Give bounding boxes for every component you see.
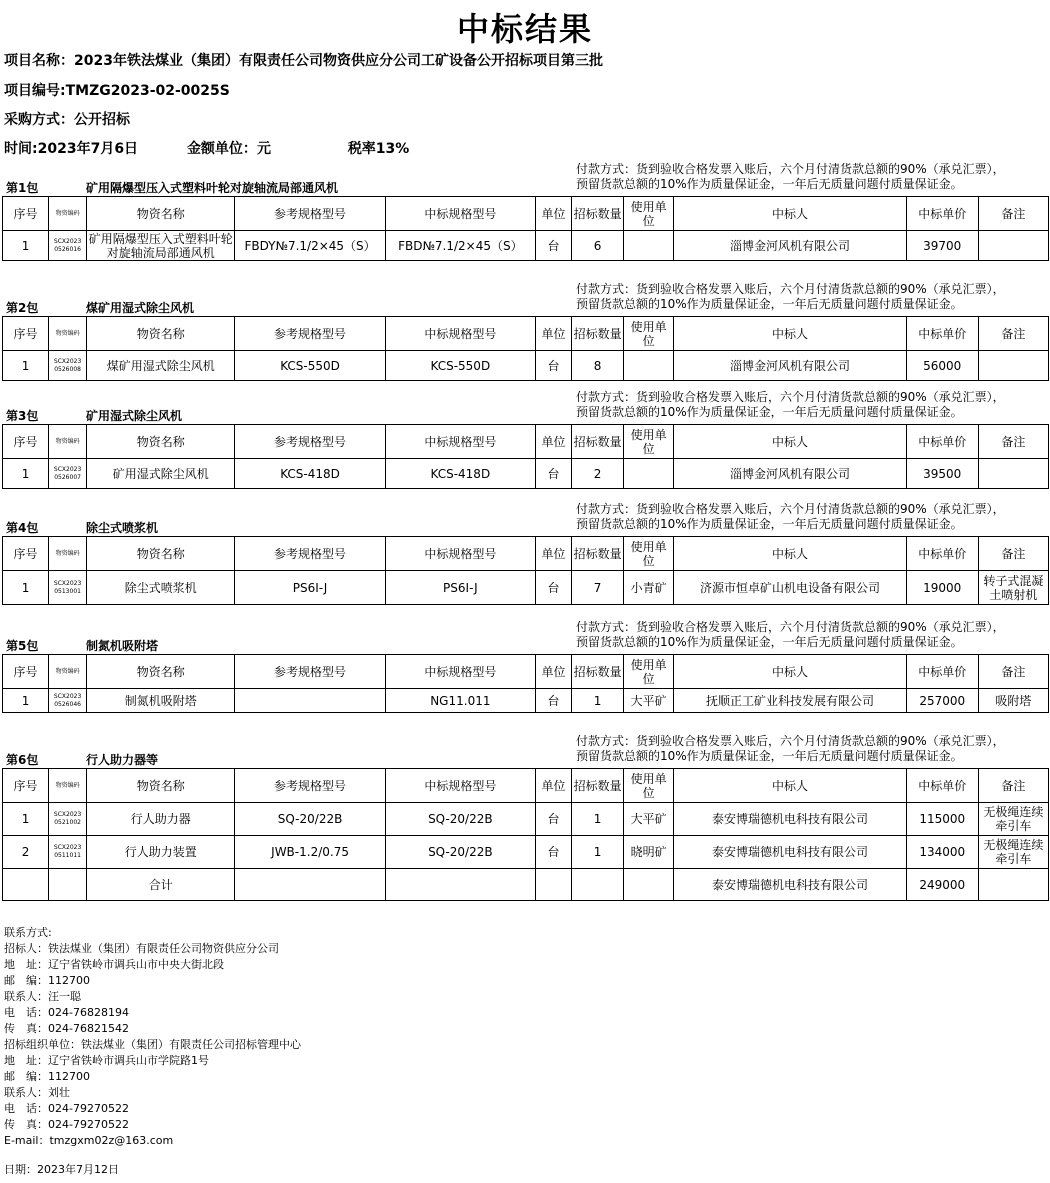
project-name-label: 项目名称： [4, 53, 74, 69]
column-header: 物资名称 [87, 425, 235, 459]
payment-line-1: 付款方式：货到验收合格发票入账后，六个月付清货款总额的90%（承兑汇票）， [576, 502, 1005, 516]
table-cell: 8 [572, 351, 624, 381]
contact-line: 邮 编：112700 [4, 1070, 90, 1083]
table-cell: 吸附塔 [978, 689, 1048, 713]
payment-line-1: 付款方式：货到验收合格发票入账后，六个月付清货款总额的90%（承兑汇票）， [576, 390, 1005, 404]
package-name: 矿用湿式除尘风机 [86, 409, 183, 423]
table-cell: JWB-1.2/0.75 [235, 836, 385, 869]
column-header: 备注 [978, 197, 1048, 231]
column-header: 序号 [3, 655, 49, 689]
table-cell [535, 869, 571, 901]
column-header: 单位 [535, 197, 571, 231]
table-cell: SCX2023 0526008 [49, 351, 87, 381]
column-header: 招标数量 [572, 769, 624, 803]
payment-terms [576, 282, 1005, 312]
column-header: 序号 [3, 197, 49, 231]
payment-line-1: 付款方式：货到验收合格发票入账后，六个月付清货款总额的90%（承兑汇票）， [576, 620, 1005, 634]
column-header: 中标人 [674, 655, 906, 689]
column-header: 参考规格型号 [235, 769, 385, 803]
date: 日期：2023年7月12日 [4, 1163, 119, 1176]
table-cell: SCX2023 0526007 [49, 459, 87, 489]
column-header: 中标规格型号 [385, 537, 535, 571]
column-header: 物资编码 [49, 317, 87, 351]
column-header: 中标单价 [906, 317, 978, 351]
package-name: 行人助力器等 [86, 753, 159, 767]
contact-line: 邮 编：112700 [4, 974, 90, 987]
package-number: 第1包 [6, 181, 39, 195]
table-cell: 台 [535, 459, 571, 489]
package-block [0, 162, 1050, 261]
table-cell [978, 351, 1048, 381]
table-cell: KCS-418D [385, 459, 535, 489]
table-cell: 矿用湿式除尘风机 [87, 459, 235, 489]
column-header: 中标单价 [906, 655, 978, 689]
table-cell: KCS-418D [235, 459, 385, 489]
column-header: 招标数量 [572, 197, 624, 231]
table-cell: SQ-20/22B [385, 836, 535, 869]
table-cell: 台 [535, 351, 571, 381]
package-name: 制氮机吸附塔 [86, 639, 159, 653]
contact-line: 招标组织单位：铁法煤业（集团）有限责任公司招标管理中心 [4, 1038, 301, 1051]
column-header: 物资名称 [87, 197, 235, 231]
column-header: 中标人 [674, 317, 906, 351]
payment-terms [576, 390, 1005, 420]
table-header-row [3, 537, 1049, 571]
package-block [0, 390, 1050, 489]
column-header: 中标人 [674, 769, 906, 803]
column-header: 单位 [535, 655, 571, 689]
table-cell: 115000 [906, 803, 978, 836]
column-header: 物资编码 [49, 537, 87, 571]
package-header [0, 390, 1050, 424]
table-cell: PS6I-J [235, 571, 385, 605]
table-cell [572, 869, 624, 901]
table-cell [978, 231, 1048, 261]
table-cell: 煤矿用湿式除尘风机 [87, 351, 235, 381]
column-header: 参考规格型号 [235, 655, 385, 689]
table-cell [624, 459, 674, 489]
column-header: 中标单价 [906, 537, 978, 571]
payment-line-2: 预留货款总额的10%作为质量保证金，一年后无质量问题付质量保证金。 [576, 405, 963, 419]
payment-terms [576, 734, 1005, 764]
column-header: 物资编码 [49, 655, 87, 689]
table-cell: 1 [572, 803, 624, 836]
column-header: 物资编码 [49, 769, 87, 803]
column-header: 使用单位 [624, 425, 674, 459]
column-header: 中标人 [674, 537, 906, 571]
table-header-row [3, 317, 1049, 351]
table-cell: SCX2023 0511011 [49, 836, 87, 869]
table-cell: 矿用隔爆型压入式塑料叶轮对旋轴流局部通风机 [87, 231, 235, 261]
column-header: 物资编码 [49, 425, 87, 459]
method: 公开招标 [74, 112, 130, 128]
column-header: 使用单位 [624, 655, 674, 689]
column-header: 物资名称 [87, 317, 235, 351]
project-no-line [4, 80, 230, 100]
column-header: 中标人 [674, 425, 906, 459]
table-cell: 台 [535, 571, 571, 605]
table-cell: 1 [3, 231, 49, 261]
table-cell: 抚顺正工矿业科技发展有限公司 [674, 689, 906, 713]
column-header: 中标规格型号 [385, 197, 535, 231]
table-cell [235, 869, 385, 901]
contact-line: 联系人：刘壮 [4, 1086, 70, 1099]
column-header: 中标规格型号 [385, 317, 535, 351]
project-name: 2023年铁法煤业（集团）有限责任公司物资供应分公司工矿设备公开招标项目第三批 [74, 53, 603, 69]
page-title: 中标结果 [456, 10, 593, 48]
payment-terms [576, 620, 1005, 650]
contact-line: 传 真：024-79270522 [4, 1118, 129, 1131]
table-cell: SQ-20/22B [235, 803, 385, 836]
package-block [0, 282, 1050, 381]
column-header: 使用单位 [624, 537, 674, 571]
table-cell [235, 689, 385, 713]
table-cell: 1 [3, 803, 49, 836]
table-cell: 56000 [906, 351, 978, 381]
table-cell: 行人助力器 [87, 803, 235, 836]
table-cell: 晓明矿 [624, 836, 674, 869]
table-cell: PS6I-J [385, 571, 535, 605]
table-row [3, 836, 1049, 869]
column-header: 参考规格型号 [235, 537, 385, 571]
payment-line-2: 预留货款总额的10%作为质量保证金，一年后无质量问题付质量保证金。 [576, 517, 963, 531]
column-header: 单位 [535, 425, 571, 459]
package-header [0, 502, 1050, 536]
package-table [2, 654, 1049, 713]
column-header: 序号 [3, 425, 49, 459]
table-cell [624, 351, 674, 381]
table-cell: SQ-20/22B [385, 803, 535, 836]
table-row [3, 231, 1049, 261]
column-header: 参考规格型号 [235, 317, 385, 351]
table-row [3, 689, 1049, 713]
unit-label: 金额单位： [186, 141, 257, 157]
project-name-line [4, 50, 603, 70]
package-header [0, 162, 1050, 196]
package-table [2, 536, 1049, 605]
table-cell: SCX2023 0526016 [49, 231, 87, 261]
contact-line: 电 话：024-76828194 [4, 1006, 129, 1019]
column-header: 招标数量 [572, 655, 624, 689]
table-cell: 7 [572, 571, 624, 605]
column-header: 中标单价 [906, 197, 978, 231]
package-table [2, 424, 1049, 489]
table-header-row [3, 425, 1049, 459]
table-cell: 大平矿 [624, 689, 674, 713]
column-header: 使用单位 [624, 197, 674, 231]
project-no-label: 项目编号: [4, 83, 66, 99]
table-cell: 19000 [906, 571, 978, 605]
time-label: 时间: [4, 141, 38, 157]
table-cell [624, 231, 674, 261]
table-cell [978, 459, 1048, 489]
table-cell: 泰安博瑞德机电科技有限公司 [674, 803, 906, 836]
payment-terms [576, 162, 1005, 192]
contact-line: 联系方式: [4, 926, 52, 939]
table-cell: NG11.011 [385, 689, 535, 713]
table-cell: 台 [535, 803, 571, 836]
table-cell: SCX2023 0513001 [49, 571, 87, 605]
tax-rate: 税率13% [347, 141, 410, 157]
column-header: 使用单位 [624, 317, 674, 351]
table-header-row [3, 769, 1049, 803]
table-row [3, 351, 1049, 381]
table-cell: 1 [3, 689, 49, 713]
table-cell: 泰安博瑞德机电科技有限公司 [674, 836, 906, 869]
contact-info [4, 925, 301, 1149]
table-cell: 济源市恒卓矿山机电设备有限公司 [674, 571, 906, 605]
payment-line-2: 预留货款总额的10%作为质量保证金，一年后无质量问题付质量保证金。 [576, 297, 963, 311]
package-number: 第5包 [6, 639, 39, 653]
column-header: 招标数量 [572, 317, 624, 351]
table-cell: 制氮机吸附塔 [87, 689, 235, 713]
table-cell: 1 [3, 351, 49, 381]
table-header-row [3, 655, 1049, 689]
column-header: 物资名称 [87, 655, 235, 689]
table-cell: 无极绳连续牵引车 [978, 836, 1048, 869]
table-row [3, 571, 1049, 605]
column-header: 参考规格型号 [235, 425, 385, 459]
package-block [0, 502, 1050, 605]
table-cell: 257000 [906, 689, 978, 713]
table-cell: 淄博金河风机有限公司 [674, 459, 906, 489]
table-header-row [3, 197, 1049, 231]
table-row [3, 459, 1049, 489]
table-cell: SCX2023 0521002 [49, 803, 87, 836]
column-header: 备注 [978, 317, 1048, 351]
package-name: 煤矿用湿式除尘风机 [86, 301, 195, 315]
payment-terms [576, 502, 1005, 532]
table-cell: 39500 [906, 459, 978, 489]
column-header: 物资编码 [49, 197, 87, 231]
time: 2023年7月6日 [37, 141, 139, 157]
column-header: 单位 [535, 317, 571, 351]
contact-line: 地 址：辽宁省铁岭市调兵山市中央大街北段 [4, 958, 224, 971]
total-bidder: 泰安博瑞德机电科技有限公司 [674, 869, 906, 901]
unit: 元 [256, 141, 271, 157]
package-header [0, 620, 1050, 654]
contact-line: 传 真：024-76821542 [4, 1022, 129, 1035]
package-number: 第2包 [6, 301, 39, 315]
table-cell: 转子式混凝土喷射机 [978, 571, 1048, 605]
table-cell: SCX2023 0526046 [49, 689, 87, 713]
column-header: 序号 [3, 537, 49, 571]
table-cell: 1 [572, 689, 624, 713]
table-cell: 大平矿 [624, 803, 674, 836]
column-header: 中标规格型号 [385, 769, 535, 803]
column-header: 中标规格型号 [385, 425, 535, 459]
package-name: 矿用隔爆型压入式塑料叶轮对旋轴流局部通风机 [86, 181, 339, 195]
table-cell: 无极绳连续牵引车 [978, 803, 1048, 836]
table-cell: 2 [3, 836, 49, 869]
column-header: 备注 [978, 655, 1048, 689]
table-cell: 台 [535, 836, 571, 869]
column-header: 物资名称 [87, 769, 235, 803]
contact-line: 地 址：辽宁省铁岭市调兵山市学院路1号 [4, 1054, 209, 1067]
method-line [4, 109, 130, 129]
table-cell [385, 869, 535, 901]
table-cell [978, 869, 1048, 901]
column-header: 备注 [978, 537, 1048, 571]
total-row [3, 869, 1049, 901]
payment-line-2: 预留货款总额的10%作为质量保证金，一年后无质量问题付质量保证金。 [576, 177, 963, 191]
package-name: 除尘式喷浆机 [86, 521, 159, 535]
column-header: 单位 [535, 769, 571, 803]
table-cell: 除尘式喷浆机 [87, 571, 235, 605]
contact-line: 招标人：铁法煤业（集团）有限责任公司物资供应分公司 [4, 942, 279, 955]
column-header: 参考规格型号 [235, 197, 385, 231]
payment-line-1: 付款方式：货到验收合格发票入账后，六个月付清货款总额的90%（承兑汇票）， [576, 282, 1005, 296]
table-cell: FBD№7.1/2×45（S） [385, 231, 535, 261]
package-header [0, 734, 1050, 768]
table-cell [49, 869, 87, 901]
column-header: 单位 [535, 537, 571, 571]
column-header: 中标单价 [906, 425, 978, 459]
project-no: TMZG2023-02-0025S [65, 83, 230, 99]
payment-line-1: 付款方式：货到验收合格发票入账后，六个月付清货款总额的90%（承兑汇票）， [576, 162, 1005, 176]
package-number: 第6包 [6, 753, 39, 767]
column-header: 中标规格型号 [385, 655, 535, 689]
contact-line: E-mail：tmzgxm02z@163.com [4, 1134, 174, 1147]
table-cell: 1 [3, 571, 49, 605]
column-header: 物资名称 [87, 537, 235, 571]
contact-line: 联系人：汪一聪 [4, 990, 81, 1003]
table-cell: 6 [572, 231, 624, 261]
total-amount: 249000 [906, 869, 978, 901]
package-header [0, 282, 1050, 316]
table-cell: FBDY№7.1/2×45（S） [235, 231, 385, 261]
column-header: 备注 [978, 425, 1048, 459]
package-table [2, 196, 1049, 261]
table-cell: KCS-550D [385, 351, 535, 381]
table-cell: 2 [572, 459, 624, 489]
table-cell: 134000 [906, 836, 978, 869]
table-row [3, 803, 1049, 836]
table-cell: 小青矿 [624, 571, 674, 605]
column-header: 中标单价 [906, 769, 978, 803]
package-block [0, 734, 1050, 901]
table-cell: 台 [535, 689, 571, 713]
table-cell: 1 [3, 459, 49, 489]
table-cell: KCS-550D [235, 351, 385, 381]
table-cell: 台 [535, 231, 571, 261]
payment-line-1: 付款方式：货到验收合格发票入账后，六个月付清货款总额的90%（承兑汇票）， [576, 734, 1005, 748]
package-table [2, 768, 1049, 901]
column-header: 招标数量 [572, 537, 624, 571]
package-number: 第4包 [6, 521, 39, 535]
table-cell: 39700 [906, 231, 978, 261]
column-header: 使用单位 [624, 769, 674, 803]
contact-line: 电 话：024-79270522 [4, 1102, 129, 1115]
total-label: 合计 [87, 869, 235, 901]
table-cell [3, 869, 49, 901]
table-cell: 行人助力装置 [87, 836, 235, 869]
payment-line-2: 预留货款总额的10%作为质量保证金，一年后无质量问题付质量保证金。 [576, 749, 963, 763]
column-header: 序号 [3, 317, 49, 351]
table-cell: 1 [572, 836, 624, 869]
table-cell: 淄博金河风机有限公司 [674, 231, 906, 261]
payment-line-2: 预留货款总额的10%作为质量保证金，一年后无质量问题付质量保证金。 [576, 635, 963, 649]
column-header: 招标数量 [572, 425, 624, 459]
package-table [2, 316, 1049, 381]
package-number: 第3包 [6, 409, 39, 423]
column-header: 序号 [3, 769, 49, 803]
table-cell: 淄博金河风机有限公司 [674, 351, 906, 381]
column-header: 备注 [978, 769, 1048, 803]
package-block [0, 620, 1050, 713]
column-header: 中标人 [674, 197, 906, 231]
method-label: 采购方式： [4, 112, 74, 128]
time-line [4, 138, 409, 158]
table-cell [624, 869, 674, 901]
